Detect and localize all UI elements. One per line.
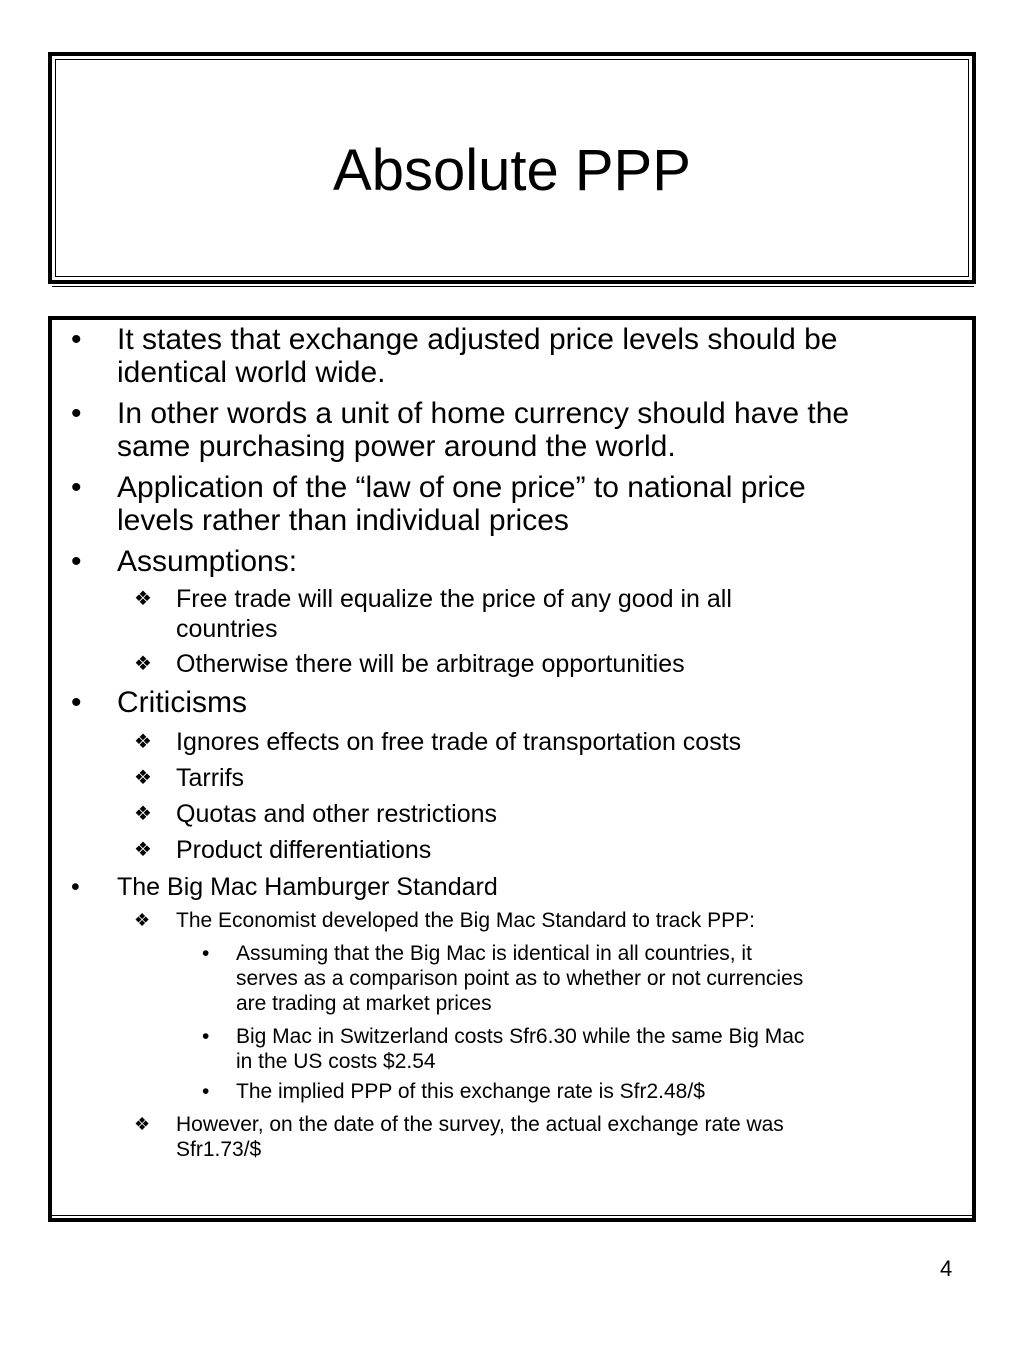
- bullet-marker: •: [71, 686, 82, 719]
- diamond-bullet-icon: ❖: [134, 731, 152, 753]
- bullet-marker: •: [71, 397, 82, 430]
- bullet-marker: •: [202, 942, 210, 965]
- sub-bullet-text: Ignores effects on free trade of transportation costs: [176, 728, 742, 756]
- sub-bullet-text: Quotas and other restrictions: [176, 800, 497, 828]
- bullet-marker: •: [202, 1025, 210, 1048]
- sub-sub-bullet-text: Assuming that the Big Mac is identical in all countries, it serves as a comparison point as to whether or not currencies are trading at market prices: [236, 942, 804, 1015]
- bullet-text: Criticisms: [117, 686, 247, 719]
- sub-bullet-text: The Economist developed the Big Mac Standard to track PPP:: [176, 909, 755, 932]
- diamond-bullet-icon: ❖: [134, 839, 152, 861]
- sub-bullet-text: Otherwise there will be arbitrage opportunities: [176, 650, 685, 678]
- bullet-marker: •: [71, 873, 80, 901]
- bullet-marker: •: [202, 1080, 210, 1103]
- bullet-text: Application of the “law of one price” to national price levels rather than individual prices: [117, 471, 806, 537]
- diamond-bullet-icon: ❖: [134, 588, 152, 610]
- bullet-text: It states that exchange adjusted price levels should be identical world wide.: [117, 323, 838, 389]
- bullet-marker: •: [71, 323, 82, 356]
- bullet-text: The Big Mac Hamburger Standard: [117, 873, 498, 901]
- slide-title: Absolute PPP: [333, 138, 691, 203]
- sub-bullet-text: Tarrifs: [176, 764, 245, 792]
- diamond-bullet-icon: ❖: [134, 653, 152, 675]
- diamond-bullet-icon: ❖: [134, 910, 151, 930]
- diamond-bullet-icon: ❖: [134, 1114, 151, 1134]
- sub-sub-bullet-text: The implied PPP of this exchange rate is Sfr2.48/$: [236, 1080, 705, 1103]
- sub-bullet-text: Free trade will equalize the price of any good in all countries: [176, 585, 732, 643]
- bullet-text: Assumptions:: [117, 545, 298, 578]
- sub-bullet-text: Product differentiations: [176, 836, 432, 864]
- page-number: 4: [940, 1256, 953, 1281]
- sub-bullet-text: However, on the date of the survey, the actual exchange rate was Sfr1.73/$: [176, 1113, 784, 1161]
- bullet-marker: •: [71, 545, 82, 578]
- diamond-bullet-icon: ❖: [134, 803, 152, 825]
- bullet-marker: •: [71, 471, 82, 504]
- title-frame-underline: [52, 286, 974, 287]
- sub-sub-bullet-text: Big Mac in Switzerland costs Sfr6.30 while the same Big Mac in the US costs $2.54: [236, 1025, 805, 1073]
- diamond-bullet-icon: ❖: [134, 767, 152, 789]
- bullet-text: In other words a unit of home currency should have the same purchasing power around the world.: [117, 397, 850, 463]
